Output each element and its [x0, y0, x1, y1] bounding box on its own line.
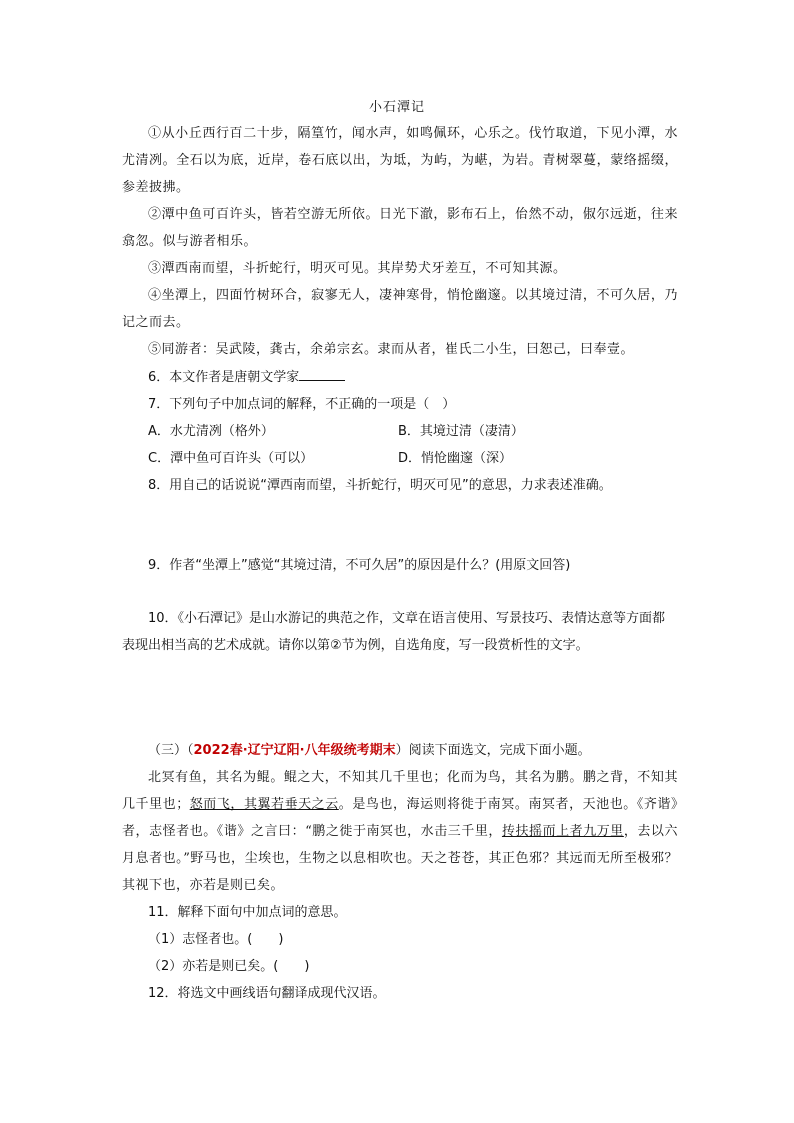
question-10-block	[122, 605, 678, 659]
answer-blank[interactable]	[299, 366, 345, 381]
option-c: C．潭中鱼可百许头（可以）	[148, 451, 314, 466]
question-9-block	[122, 552, 678, 579]
option-a: A．水尤清冽（格外）	[148, 424, 274, 439]
paragraph-2: ②潭中鱼可百许头，皆若空游无所依。日光下澈，影布石上，佁然不动，俶尔远逝，往来翕忽。似与游者相乐。	[122, 207, 678, 249]
question-11: 11．解释下面句中加点词的意思。	[148, 905, 347, 920]
questions-group-1	[122, 364, 678, 499]
section-3-text	[122, 764, 678, 899]
question-9: 9．作者“坐潭上”感觉“其境过清，不可久居”的原因是什么？(用原文回答)	[148, 558, 571, 573]
text-part-1: 北冥有鱼，其名为鲲。鲲之大，不知其几千里也；化而为鸟，其名为鹏。鹏之背，不知其几千里也；	[122, 770, 678, 812]
section-3-header	[122, 737, 678, 764]
question-11-item-2: （2）亦若是则已矣。( )	[148, 959, 310, 974]
option-b: B．其境过清（凄清）	[398, 424, 524, 439]
option-d: D．悄怆幽邃（深）	[398, 451, 513, 466]
question-6-text: 6．本文作者是唐朝文学家	[148, 370, 300, 385]
section-3-suffix: ）阅读下面选文，完成下面小题。	[395, 743, 591, 758]
passage-title: 小石潭记	[368, 100, 425, 115]
underlined-sentence-2: 抟扶摇而上者九万里	[501, 824, 624, 839]
section-3-prefix: （三）（	[148, 743, 194, 758]
classical-passage	[122, 120, 678, 363]
question-12: 12．将选文中画线语句翻译成现代汉语。	[148, 986, 386, 1001]
paragraph-4: ④坐潭上，四面竹树环合，寂寥无人，凄神寒骨，悄怆幽邃。以其境过清，不可久居，乃记之而去。	[122, 288, 678, 330]
paragraph-3: ③潭西南而望，斗折蛇行，明灭可见。其岸势犬牙差互，不可知其源。	[148, 261, 567, 276]
underlined-sentence-1: 怒而飞，其翼若垂天之云	[189, 797, 339, 812]
text-part-2: 。是鸟也，海运则将徙于南冥。南冥者，天池也。《齐谐》者，志怪者也。《谐》之言曰：“鹏之徙于南冥也，水击三千里，	[122, 797, 678, 839]
section-3-passage	[122, 764, 678, 899]
question-7-choices-row-1	[122, 418, 678, 445]
question-7-choices-row-2	[122, 445, 678, 472]
question-6	[122, 364, 678, 391]
section-3-intro	[122, 737, 678, 764]
questions-group-2	[122, 899, 678, 1007]
question-10: 10．《小石潭记》是山水游记的典范之作，文章在语言使用、写景技巧、表情达意等方面都表现出相当高的艺术成就。请你以第②节为例，自选角度，写一段赏析性的文字。	[122, 611, 666, 653]
paragraph-1: ①从小丘西行百二十步，隔篁竹，闻水声，如鸣佩环，心乐之。伐竹取道，下见小潭，水尤清冽。全石以为底，近岸，卷石底以出，为坻，为屿，为嵁，为岩。青树翠蔓，蒙络摇缀，参差披拂。	[122, 126, 678, 195]
paragraph-5: ⑤同游者：吴武陵，龚古，余弟宗玄。隶而从者，崔氏二小生，曰恕己，曰奉壹。	[148, 342, 635, 357]
question-7: 7．下列句子中加点词的解释，不正确的一项是（ ）	[148, 397, 456, 412]
question-8: 8．用自己的话说说“潭西南而望，斗折蛇行，明灭可见”的意思，力求表述准确。	[148, 478, 612, 493]
question-11-item-1: （1）志怪者也。( )	[148, 932, 284, 947]
section-3-source: 2022春·辽宁辽阳·八年级统考期末	[193, 743, 396, 758]
text-part-3: ，去以六月息者也。”野马也，尘埃也，生物之以息相吹也。天之苍苍，其正色邪？其远而无所至极邪？其视下也，亦若是则已矣。	[122, 824, 678, 893]
